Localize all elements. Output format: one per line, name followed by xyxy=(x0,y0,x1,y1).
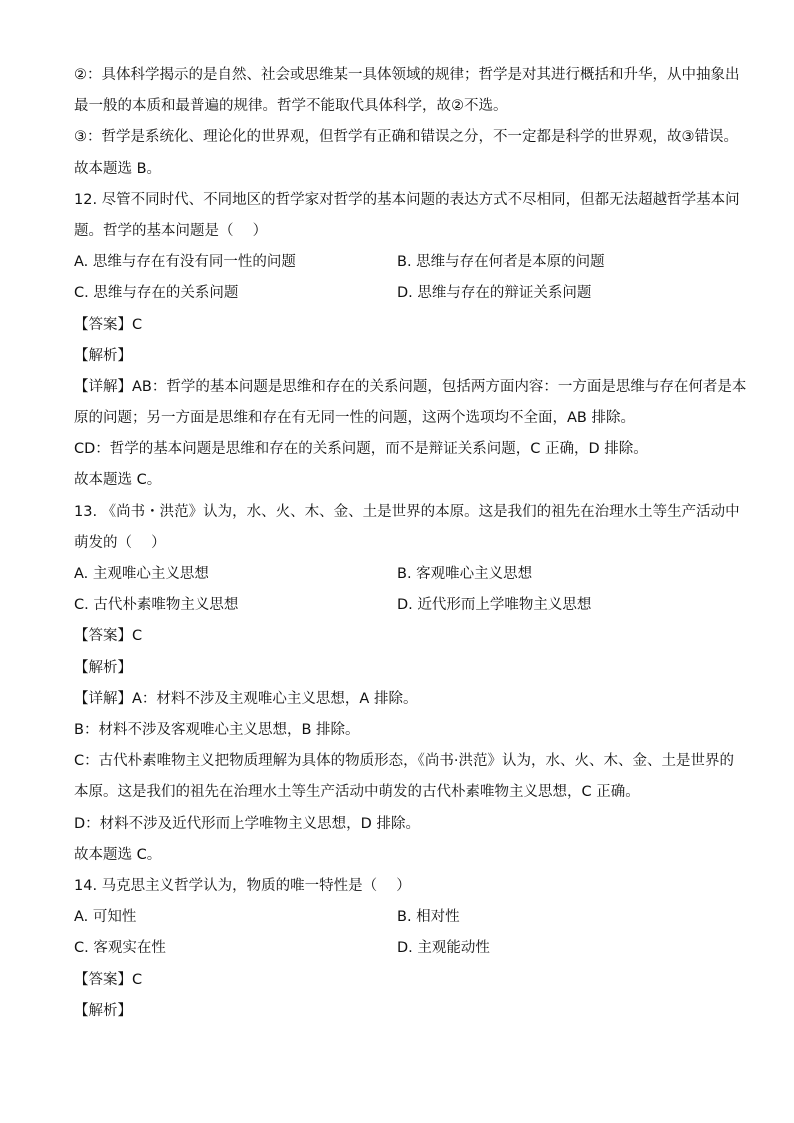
q13-detail-2: B：材料不涉及客观唯心主义思想，B 排除。 xyxy=(74,722,360,738)
q12-options-row-2 xyxy=(74,278,724,309)
q14-analysis-heading: 【解析】 xyxy=(74,1002,132,1019)
q12-option-c: C. 思维与存在的关系问题 xyxy=(74,285,239,302)
q12-options-row-1 xyxy=(74,247,724,278)
q12-answer: 【答案】C xyxy=(74,316,143,333)
q11-conclusion: 故本题选 B。 xyxy=(74,160,162,177)
q11-analysis-point-2: ②：具体科学揭示的是自然、社会或思维某一具体领域的规律；哲学是对其进行概括和升华，从中抽象出 xyxy=(74,67,740,83)
q12-option-a: A. 思维与存在有没有同一性的问题 xyxy=(74,254,296,271)
q13-option-b: B. 客观唯心主义思想 xyxy=(397,566,533,583)
q13-conclusion: 故本题选 C。 xyxy=(74,846,162,863)
q13-analysis-heading: 【解析】 xyxy=(74,659,132,676)
q12-detail-1: 【详解】AB：哲学的基本问题是思维和存在的关系问题，包括两方面内容：一方面是思维与存在何者是本 xyxy=(74,378,747,395)
q14-option-b: B. 相对性 xyxy=(397,909,460,926)
q14-answer: 【答案】C xyxy=(74,971,143,988)
q13-option-d: D. 近代形而上学唯物主义思想 xyxy=(397,597,592,614)
q13-options-row-2 xyxy=(74,590,724,621)
q12-detail-3: CD：哲学的基本问题是思维和存在的关系问题，而不是辩证关系问题，C 正确，D 排除。 xyxy=(74,441,648,458)
q14-stem: 14. 马克思主义哲学认为，物质的唯一特性是（ ） xyxy=(74,877,411,894)
q12-option-d: D. 思维与存在的辩证关系问题 xyxy=(397,285,592,302)
q13-option-c: C. 古代朴素唯物主义思想 xyxy=(74,597,239,614)
q12-analysis-heading: 【解析】 xyxy=(74,347,132,364)
q14-option-a: A. 可知性 xyxy=(74,909,137,926)
q13-detail-5: D：材料不涉及近代形而上学唯物主义思想，D 排除。 xyxy=(74,815,420,832)
q12-detail-2: 原的问题；另一方面是思维和存在有无同一性的问题，这两个选项均不全面，AB 排除。 xyxy=(74,410,635,427)
q11-analysis-point-2-cont: 最一般的本质和最普遍的规律。哲学不能取代具体科学，故②不选。 xyxy=(74,98,508,115)
q14-option-c: C. 客观实在性 xyxy=(74,940,166,957)
q13-detail-3: C：古代朴素唯物主义把物质理解为具体的物质形态，《尚书·洪范》认为，水、火、木、金、土是世界的 xyxy=(74,753,734,770)
q12-stem: 12. 尽管不同时代、不同地区的哲学家对哲学的基本问题的表达方式不尽相同，但都无法超越哲学基本问 xyxy=(74,191,740,208)
q13-detail-1: 【详解】A：材料不涉及主观唯心主义思想，A 排除。 xyxy=(74,690,418,707)
q13-detail-4: 本原。这是我们的祖先在治理水土等生产活动中萌发的古代朴素唯物主义思想，C 正确。 xyxy=(74,784,640,801)
q11-analysis-point-3: ③：哲学是系统化、理论化的世界观，但哲学有正确和错误之分，不一定都是科学的世界观，故③错误。 xyxy=(74,129,738,146)
q13-options-row-1 xyxy=(74,559,724,590)
document-page xyxy=(74,60,747,1027)
q13-stem: 13. 《尚书・洪范》认为，水、火、木、金、土是世界的本原。这是我们的祖先在治理水土等生产活动中 xyxy=(74,503,740,520)
q12-option-b: B. 思维与存在何者是本原的问题 xyxy=(397,254,605,271)
q14-option-d: D. 主观能动性 xyxy=(397,940,490,957)
q13-stem-cont: 萌发的（ ） xyxy=(74,534,166,551)
q13-option-a: A. 主观唯心主义思想 xyxy=(74,566,209,583)
q12-stem-cont: 题。哲学的基本问题是（ ） xyxy=(74,222,268,239)
q14-options-row-1 xyxy=(74,902,724,933)
q14-options-row-2 xyxy=(74,933,724,964)
q12-conclusion: 故本题选 C。 xyxy=(74,472,162,489)
q13-answer: 【答案】C xyxy=(74,628,143,645)
